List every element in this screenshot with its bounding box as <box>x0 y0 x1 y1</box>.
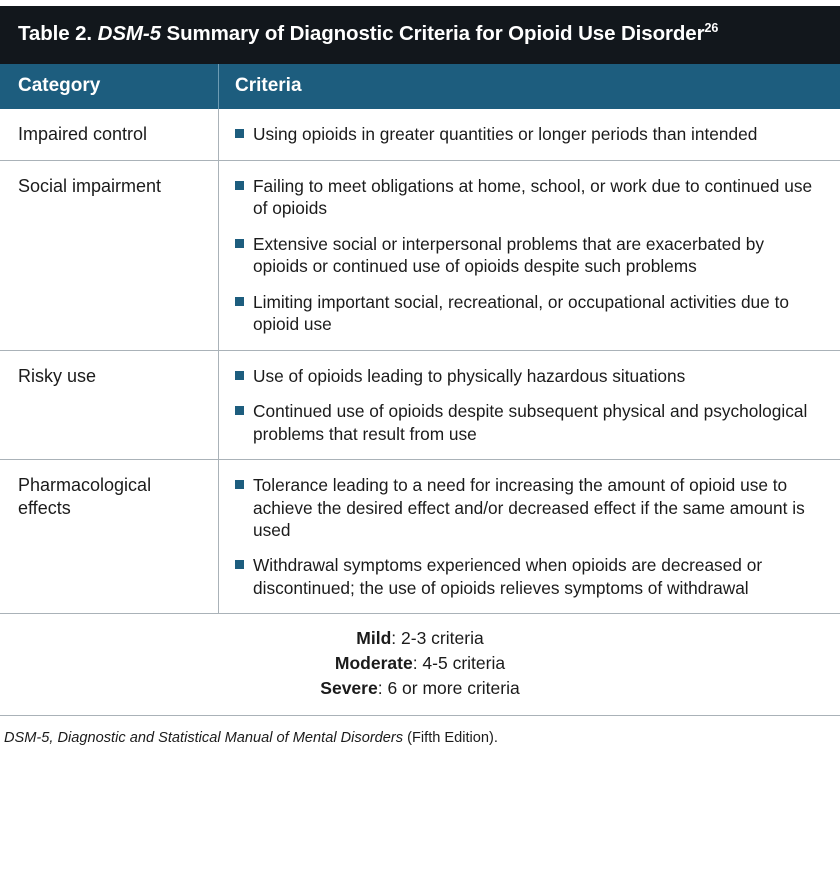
list-item-text: Withdrawal symptoms experienced when opioids are decreased or discontinued; the use of opioids relieves symptoms of withdrawal <box>253 555 763 598</box>
footnote-italic: DSM-5, Diagnostic and Statistical Manual of Mental Disorders <box>4 729 404 746</box>
table-label: Table 2. <box>18 22 93 45</box>
row-category: Risky use <box>18 365 97 386</box>
column-header-category: Category <box>18 74 101 96</box>
table-row <box>0 351 840 460</box>
severity-label: Mild <box>356 628 392 649</box>
severity-value: : 2-3 criteria <box>391 628 484 649</box>
list-item <box>235 123 822 145</box>
severity-line <box>10 651 830 676</box>
table-header-row <box>0 64 840 109</box>
list-item-text: Use of opioids leading to physically hazardous situations <box>253 365 686 386</box>
square-bullet-icon <box>235 406 244 415</box>
table-footnote <box>0 716 840 749</box>
list-item <box>235 474 822 541</box>
square-bullet-icon <box>235 480 244 489</box>
list-item <box>235 400 822 445</box>
list-item <box>235 554 822 599</box>
list-item <box>235 233 822 278</box>
row-criteria-list <box>218 351 840 459</box>
row-criteria-list <box>218 109 840 160</box>
table-title-rest: Summary of Diagnostic Criteria for Opioid Use Disorder <box>160 22 705 45</box>
table-title-reference: 26 <box>704 21 719 36</box>
list-item-text: Tolerance leading to a need for increasing the amount of opioid use to achieve the desired effect and/or decreased effect if the same amount is used <box>253 475 805 540</box>
square-bullet-icon <box>235 239 244 248</box>
severity-line <box>10 626 830 651</box>
severity-label: Severe <box>320 678 378 699</box>
square-bullet-icon <box>235 181 244 190</box>
column-header-criteria: Criteria <box>218 64 840 109</box>
list-item-text: Limiting important social, recreational, or occupational activities due to opioid use <box>253 291 789 335</box>
list-item <box>235 175 822 220</box>
row-criteria-list <box>218 460 840 613</box>
list-item-text: Failing to meet obligations at home, school, or work due to continued use of opioids <box>253 175 813 219</box>
list-item <box>235 291 822 336</box>
severity-summary <box>0 614 840 716</box>
severity-label: Moderate <box>334 653 413 674</box>
list-item-text: Continued use of opioids despite subsequent physical and psychological problems that result from use <box>253 401 808 444</box>
square-bullet-icon <box>235 371 244 380</box>
square-bullet-icon <box>235 560 244 569</box>
row-category: Pharmacological effects <box>18 475 152 519</box>
table-row <box>0 460 840 614</box>
severity-value: : 6 or more criteria <box>377 678 520 699</box>
table-row <box>0 109 840 161</box>
footnote-rest: (Fifth Edition). <box>403 729 498 746</box>
severity-value: : 4-5 criteria <box>412 653 506 674</box>
row-category: Social impairment <box>18 175 162 196</box>
table-title-bar <box>0 6 840 64</box>
table-title-italic: DSM-5 <box>97 22 161 45</box>
row-criteria-list <box>218 161 840 350</box>
list-item-text: Extensive social or interpersonal problems that are exacerbated by opioids or continued use of opioids despite such problems <box>253 233 765 277</box>
severity-line <box>10 676 830 701</box>
square-bullet-icon <box>235 129 244 138</box>
row-category: Impaired control <box>18 123 148 144</box>
list-item-text: Using opioids in greater quantities or longer periods than intended <box>253 123 758 144</box>
square-bullet-icon <box>235 297 244 306</box>
table-row <box>0 161 840 351</box>
table-title <box>18 21 822 48</box>
list-item <box>235 365 822 387</box>
